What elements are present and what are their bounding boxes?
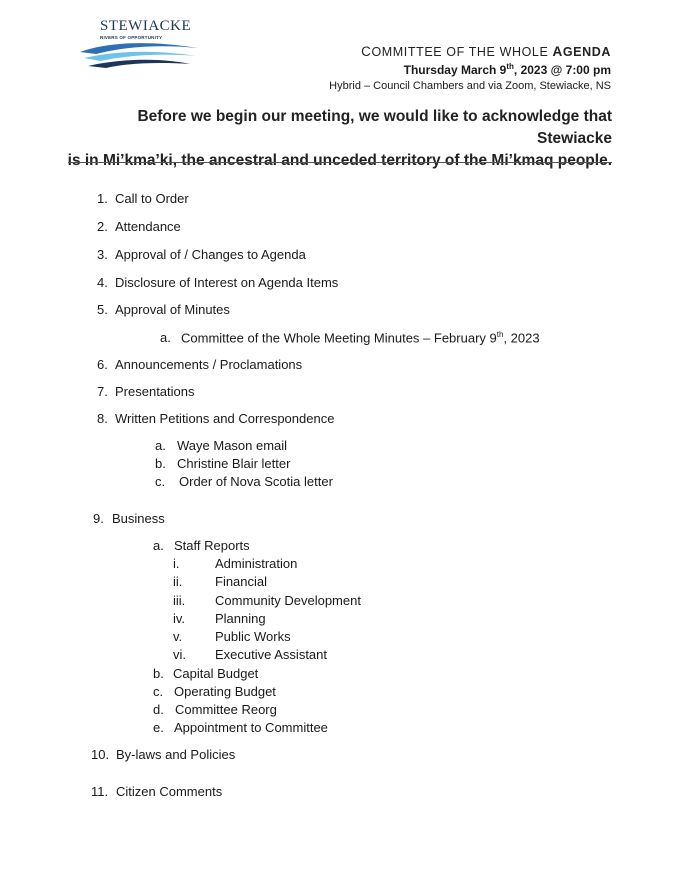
river-waves-icon — [78, 38, 200, 70]
ack-line-1: Before we begin our meeting, we would like to acknowledge that Stewiacke — [137, 108, 612, 147]
meeting-location: Hybrid – Council Chambers and via Zoom, Stewiacke, NS — [329, 80, 611, 92]
document-title: COMMITTEE OF THE WHOLE AGENDA — [361, 44, 611, 59]
logo-name: STEWIACKE — [100, 18, 192, 34]
stewiacke-logo — [78, 14, 200, 70]
logo-tagline: RIVERS OF OPPORTUNITY — [100, 35, 163, 40]
ack-line-2: is in Mi’kma’ki, the ancestral and unceded territory of the Mi’kmaq people. — [67, 152, 612, 169]
meeting-date: Thursday March 9th, 2023 @ 7:00 pm — [403, 62, 611, 77]
agenda-header — [329, 44, 611, 92]
agenda-page: STEWIACKE RIVERS OF OPPORTUNITY COMMITTEE OF THE WHOLE AGENDA Thursday March 9th, 2023 @ 7:00 pm Hybrid – Council Chambers and via Zoom, Stewiacke, NS Before we begin our meeting, we would like to acknowledge that Stewiacke is in Mi’kma’ki, the ancestral and unceded territory of the Mi’kmaq people. 1. Call to Order 2. Attendance 3. Approval of / Changes to Agenda 4. Disclosure of Interest on Agenda Items 5. Approval of Minutes a. Committee of the Whole Meeting Minutes – February 9th, 2023 6. Announcements / Proclamations 7. Presentations 8. Written Petitions and Correspondence a. Waye Mason email b. Christine Blair letter c. Order of Nova Scotia letter 9. Business a. Staff Reports i. Administration ii. Financial iii. Community Development iv. Planning v. Public Works vi. Executive Assistant b. Capital Budget c. Operating Budget d. Committee Reorg e. Appointment to Committee 10. By-laws and Policies 11. Citizen Comments — [0, 0, 679, 895]
divider — [68, 162, 612, 163]
